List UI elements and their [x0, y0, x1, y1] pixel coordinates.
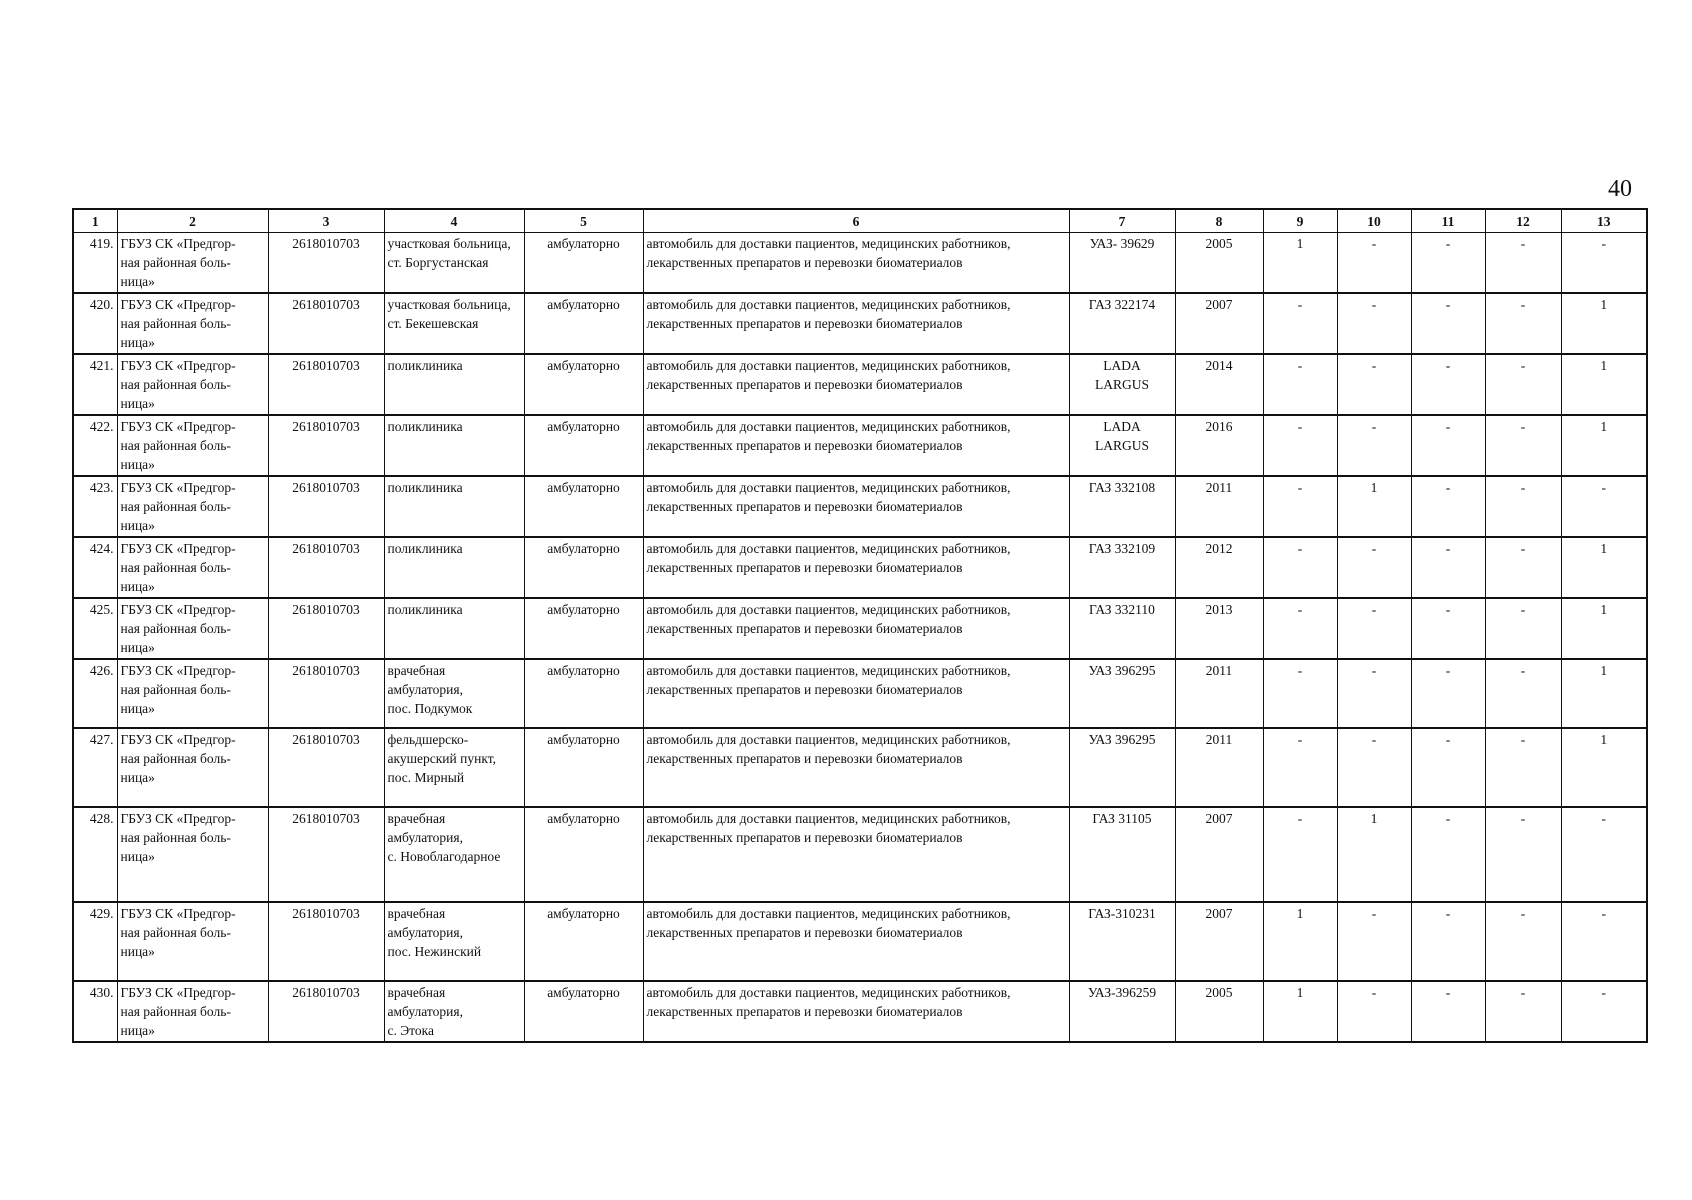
facility-unit-line: пос. Нежинский: [387, 944, 482, 959]
vehicle-model-cell: [1069, 728, 1175, 807]
quantity-cell: -: [1337, 293, 1411, 354]
vehicle-model-line: ГАЗ 31105: [1092, 811, 1152, 826]
organization-line: ная районная боль-: [120, 925, 231, 940]
row-number-cell: 422.: [73, 415, 117, 476]
quantity-cell: -: [1411, 659, 1485, 728]
vehicle-purpose-line: автомобиль для доставки пациентов, медицинских работников,: [646, 906, 1011, 921]
quantity-cell: -: [1337, 659, 1411, 728]
vehicle-model-line: LARGUS: [1094, 438, 1149, 453]
vehicle-purpose-line: лекарственных препаратов и перевозки биоматериалов: [646, 316, 963, 331]
quantity-cell: -: [1263, 354, 1337, 415]
quantity-cell: 1: [1561, 659, 1647, 728]
column-header: 9: [1263, 209, 1337, 233]
column-number-header-row: [73, 209, 1647, 233]
inn-cell: 2618010703: [268, 659, 384, 728]
quantity-cell: -: [1485, 476, 1561, 537]
organization-line: ная районная боль-: [120, 682, 231, 697]
vehicle-purpose-cell: [643, 659, 1069, 728]
organization-line: ная районная боль-: [120, 560, 231, 575]
organization-line: ница»: [120, 579, 155, 594]
organization-cell: [117, 728, 268, 807]
facility-unit-line: амбулатория,: [387, 1004, 463, 1019]
vehicle-purpose-cell: [643, 902, 1069, 981]
row-number-cell: 423.: [73, 476, 117, 537]
row-number-cell: 426.: [73, 659, 117, 728]
quantity-cell: -: [1411, 598, 1485, 659]
organization-line: ница»: [120, 396, 155, 411]
vehicle-model-cell: [1069, 981, 1175, 1042]
manufacture-year-cell: 2005: [1175, 981, 1263, 1042]
quantity-cell: -: [1561, 981, 1647, 1042]
organization-line: ная районная боль-: [120, 316, 231, 331]
organization-line: ница»: [120, 335, 155, 350]
quantity-cell: -: [1337, 415, 1411, 476]
vehicle-purpose-cell: [643, 728, 1069, 807]
column-header: 1: [73, 209, 117, 233]
organization-line: ГБУЗ СК «Предгор-: [120, 358, 236, 373]
vehicle-model-line: LARGUS: [1094, 377, 1149, 392]
organization-line: ница»: [120, 701, 155, 716]
organization-cell: [117, 659, 268, 728]
organization-line: ница»: [120, 518, 155, 533]
vehicle-model-cell: [1069, 659, 1175, 728]
facility-unit-cell: [384, 293, 524, 354]
facility-unit-line: участковая больница,: [387, 236, 511, 251]
table-row: [73, 476, 1647, 537]
quantity-cell: -: [1485, 354, 1561, 415]
organization-cell: [117, 981, 268, 1042]
care-mode-cell: амбулаторно: [524, 902, 643, 981]
care-mode-cell: амбулаторно: [524, 659, 643, 728]
quantity-cell: -: [1337, 902, 1411, 981]
vehicle-model-line: УАЗ 396295: [1088, 663, 1156, 678]
facility-unit-line: пос. Подкумок: [387, 701, 473, 716]
facility-unit-line: поликлиника: [387, 541, 463, 556]
facility-unit-cell: [384, 233, 524, 294]
vehicle-purpose-cell: [643, 354, 1069, 415]
care-mode-cell: амбулаторно: [524, 233, 643, 294]
care-mode-cell: амбулаторно: [524, 807, 643, 902]
organization-line: ная районная боль-: [120, 751, 231, 766]
inn-cell: 2618010703: [268, 233, 384, 294]
quantity-cell: -: [1411, 902, 1485, 981]
manufacture-year-cell: 2007: [1175, 293, 1263, 354]
inn-cell: 2618010703: [268, 293, 384, 354]
organization-line: ГБУЗ СК «Предгор-: [120, 602, 236, 617]
quantity-cell: -: [1263, 415, 1337, 476]
vehicle-purpose-cell: [643, 233, 1069, 294]
manufacture-year-cell: 2007: [1175, 807, 1263, 902]
table-row: [73, 233, 1647, 294]
vehicle-model-line: ГАЗ 322174: [1088, 297, 1156, 312]
vehicle-purpose-line: автомобиль для доставки пациентов, медицинских работников,: [646, 663, 1011, 678]
vehicle-model-cell: [1069, 902, 1175, 981]
facility-unit-line: участковая больница,: [387, 297, 511, 312]
facility-unit-line: амбулатория,: [387, 830, 463, 845]
vehicle-purpose-line: автомобиль для доставки пациентов, медицинских работников,: [646, 236, 1011, 251]
facility-unit-line: ст. Боргустанская: [387, 255, 489, 270]
organization-line: ГБУЗ СК «Предгор-: [120, 297, 236, 312]
quantity-cell: -: [1485, 537, 1561, 598]
facility-unit-line: врачебная: [387, 906, 446, 921]
column-header: 3: [268, 209, 384, 233]
quantity-cell: -: [1561, 807, 1647, 902]
vehicle-model-cell: [1069, 476, 1175, 537]
organization-cell: [117, 233, 268, 294]
organization-line: ница»: [120, 1023, 155, 1038]
organization-line: ница»: [120, 770, 155, 785]
quantity-cell: -: [1411, 233, 1485, 294]
quantity-cell: -: [1485, 659, 1561, 728]
organization-cell: [117, 598, 268, 659]
page-number: 40: [1608, 176, 1632, 202]
quantity-cell: -: [1485, 293, 1561, 354]
row-number-cell: 419.: [73, 233, 117, 294]
vehicle-purpose-line: лекарственных препаратов и перевозки биоматериалов: [646, 377, 963, 392]
facility-unit-line: поликлиника: [387, 419, 463, 434]
quantity-cell: 1: [1561, 537, 1647, 598]
facility-unit-cell: [384, 728, 524, 807]
table-row: [73, 293, 1647, 354]
vehicle-model-cell: [1069, 293, 1175, 354]
quantity-cell: -: [1337, 981, 1411, 1042]
manufacture-year-cell: 2011: [1175, 728, 1263, 807]
organization-line: ГБУЗ СК «Предгор-: [120, 811, 236, 826]
row-number-cell: 420.: [73, 293, 117, 354]
care-mode-cell: амбулаторно: [524, 981, 643, 1042]
vehicle-purpose-line: лекарственных препаратов и перевозки биоматериалов: [646, 255, 963, 270]
vehicle-model-line: УАЗ 396295: [1088, 732, 1156, 747]
quantity-cell: -: [1263, 537, 1337, 598]
column-header: 7: [1069, 209, 1175, 233]
column-header: 2: [117, 209, 268, 233]
vehicle-model-line: УАЗ- 39629: [1089, 236, 1155, 251]
organization-line: ная районная боль-: [120, 255, 231, 270]
vehicle-model-cell: [1069, 354, 1175, 415]
vehicle-purpose-cell: [643, 807, 1069, 902]
table-row: [73, 598, 1647, 659]
vehicle-purpose-line: лекарственных препаратов и перевозки биоматериалов: [646, 1004, 963, 1019]
row-number-cell: 429.: [73, 902, 117, 981]
quantity-cell: -: [1411, 537, 1485, 598]
inn-cell: 2618010703: [268, 728, 384, 807]
row-number-cell: 428.: [73, 807, 117, 902]
table-row: [73, 537, 1647, 598]
organization-line: ница»: [120, 457, 155, 472]
inn-cell: 2618010703: [268, 415, 384, 476]
organization-line: ница»: [120, 849, 155, 864]
vehicle-model-cell: [1069, 537, 1175, 598]
facility-unit-line: с. Этока: [387, 1023, 434, 1038]
vehicle-registry-table: [72, 208, 1648, 1043]
organization-cell: [117, 415, 268, 476]
vehicle-purpose-line: автомобиль для доставки пациентов, медицинских работников,: [646, 358, 1011, 373]
manufacture-year-cell: 2012: [1175, 537, 1263, 598]
quantity-cell: -: [1485, 415, 1561, 476]
care-mode-cell: амбулаторно: [524, 415, 643, 476]
vehicle-purpose-line: автомобиль для доставки пациентов, медицинских работников,: [646, 811, 1011, 826]
quantity-cell: -: [1485, 807, 1561, 902]
vehicle-purpose-cell: [643, 981, 1069, 1042]
quantity-cell: -: [1485, 981, 1561, 1042]
organization-line: ная районная боль-: [120, 830, 231, 845]
organization-line: ГБУЗ СК «Предгор-: [120, 732, 236, 747]
table-row: [73, 728, 1647, 807]
quantity-cell: -: [1411, 807, 1485, 902]
organization-line: ная районная боль-: [120, 438, 231, 453]
column-header: 6: [643, 209, 1069, 233]
column-header: 10: [1337, 209, 1411, 233]
vehicle-model-line: ГАЗ 332110: [1089, 602, 1155, 617]
organization-line: ГБУЗ СК «Предгор-: [120, 541, 236, 556]
vehicle-purpose-line: автомобиль для доставки пациентов, медицинских работников,: [646, 297, 1011, 312]
inn-cell: 2618010703: [268, 354, 384, 415]
quantity-cell: 1: [1561, 354, 1647, 415]
quantity-cell: -: [1411, 476, 1485, 537]
inn-cell: 2618010703: [268, 598, 384, 659]
facility-unit-line: поликлиника: [387, 480, 463, 495]
table-row: [73, 981, 1647, 1042]
inn-cell: 2618010703: [268, 902, 384, 981]
column-header: 5: [524, 209, 643, 233]
quantity-cell: -: [1411, 293, 1485, 354]
quantity-cell: -: [1263, 659, 1337, 728]
quantity-cell: -: [1485, 598, 1561, 659]
quantity-cell: 1: [1337, 807, 1411, 902]
quantity-cell: -: [1263, 476, 1337, 537]
facility-unit-cell: [384, 476, 524, 537]
vehicle-purpose-line: лекарственных препаратов и перевозки биоматериалов: [646, 438, 963, 453]
organization-line: ница»: [120, 944, 155, 959]
inn-cell: 2618010703: [268, 537, 384, 598]
column-header: 13: [1561, 209, 1647, 233]
care-mode-cell: амбулаторно: [524, 728, 643, 807]
vehicle-purpose-line: автомобиль для доставки пациентов, медицинских работников,: [646, 602, 1011, 617]
vehicle-purpose-cell: [643, 415, 1069, 476]
organization-cell: [117, 476, 268, 537]
care-mode-cell: амбулаторно: [524, 598, 643, 659]
row-number-cell: 430.: [73, 981, 117, 1042]
organization-cell: [117, 902, 268, 981]
facility-unit-cell: [384, 981, 524, 1042]
quantity-cell: -: [1561, 902, 1647, 981]
vehicle-purpose-line: лекарственных препаратов и перевозки биоматериалов: [646, 621, 963, 636]
facility-unit-line: пос. Мирный: [387, 770, 465, 785]
organization-line: ГБУЗ СК «Предгор-: [120, 236, 236, 251]
facility-unit-cell: [384, 659, 524, 728]
registry-body: [73, 233, 1647, 1043]
vehicle-purpose-cell: [643, 537, 1069, 598]
vehicle-purpose-cell: [643, 476, 1069, 537]
row-number-cell: 421.: [73, 354, 117, 415]
vehicle-purpose-line: лекарственных препаратов и перевозки биоматериалов: [646, 751, 963, 766]
vehicle-purpose-line: автомобиль для доставки пациентов, медицинских работников,: [646, 480, 1011, 495]
column-header: 8: [1175, 209, 1263, 233]
table-row: [73, 807, 1647, 902]
quantity-cell: -: [1485, 728, 1561, 807]
vehicle-purpose-line: лекарственных препаратов и перевозки биоматериалов: [646, 682, 963, 697]
care-mode-cell: амбулаторно: [524, 293, 643, 354]
facility-unit-cell: [384, 537, 524, 598]
vehicle-model-line: LADA: [1103, 419, 1141, 434]
vehicle-purpose-line: лекарственных препаратов и перевозки биоматериалов: [646, 830, 963, 845]
organization-line: ная районная боль-: [120, 499, 231, 514]
facility-unit-cell: [384, 354, 524, 415]
manufacture-year-cell: 2005: [1175, 233, 1263, 294]
quantity-cell: -: [1263, 807, 1337, 902]
vehicle-purpose-line: автомобиль для доставки пациентов, медицинских работников,: [646, 985, 1011, 1000]
column-header: 11: [1411, 209, 1485, 233]
quantity-cell: -: [1337, 233, 1411, 294]
vehicle-model-line: ГАЗ 332109: [1088, 541, 1156, 556]
care-mode-cell: амбулаторно: [524, 476, 643, 537]
column-header: 4: [384, 209, 524, 233]
vehicle-purpose-line: автомобиль для доставки пациентов, медицинских работников,: [646, 419, 1011, 434]
organization-line: ГБУЗ СК «Предгор-: [120, 663, 236, 678]
facility-unit-line: врачебная: [387, 811, 446, 826]
table-row: [73, 659, 1647, 728]
vehicle-purpose-cell: [643, 293, 1069, 354]
organization-line: ГБУЗ СК «Предгор-: [120, 985, 236, 1000]
quantity-cell: 1: [1561, 293, 1647, 354]
care-mode-cell: амбулаторно: [524, 537, 643, 598]
inn-cell: 2618010703: [268, 476, 384, 537]
facility-unit-line: поликлиника: [387, 602, 463, 617]
vehicle-model-line: ГАЗ 332108: [1088, 480, 1156, 495]
quantity-cell: 1: [1263, 981, 1337, 1042]
facility-unit-line: амбулатория,: [387, 925, 463, 940]
table-row: [73, 415, 1647, 476]
quantity-cell: -: [1411, 415, 1485, 476]
vehicle-model-cell: [1069, 415, 1175, 476]
vehicle-model-line: ГАЗ-310231: [1088, 906, 1156, 921]
care-mode-cell: амбулаторно: [524, 354, 643, 415]
vehicle-model-line: LADA: [1103, 358, 1141, 373]
manufacture-year-cell: 2011: [1175, 476, 1263, 537]
facility-unit-line: амбулатория,: [387, 682, 463, 697]
vehicle-purpose-cell: [643, 598, 1069, 659]
vehicle-purpose-line: лекарственных препаратов и перевозки биоматериалов: [646, 925, 963, 940]
facility-unit-line: врачебная: [387, 985, 446, 1000]
facility-unit-line: с. Новоблагодарное: [387, 849, 501, 864]
quantity-cell: -: [1411, 981, 1485, 1042]
vehicle-purpose-line: автомобиль для доставки пациентов, медицинских работников,: [646, 541, 1011, 556]
table-row: [73, 902, 1647, 981]
organization-line: ная районная боль-: [120, 377, 231, 392]
organization-line: ница»: [120, 640, 155, 655]
quantity-cell: -: [1337, 598, 1411, 659]
organization-cell: [117, 537, 268, 598]
organization-line: ница»: [120, 274, 155, 289]
row-number-cell: 427.: [73, 728, 117, 807]
vehicle-purpose-line: автомобиль для доставки пациентов, медицинских работников,: [646, 732, 1011, 747]
facility-unit-line: ст. Бекешевская: [387, 316, 479, 331]
manufacture-year-cell: 2014: [1175, 354, 1263, 415]
manufacture-year-cell: 2011: [1175, 659, 1263, 728]
facility-unit-line: поликлиника: [387, 358, 463, 373]
quantity-cell: -: [1337, 728, 1411, 807]
organization-line: ная районная боль-: [120, 621, 231, 636]
vehicle-purpose-line: лекарственных препаратов и перевозки биоматериалов: [646, 499, 963, 514]
inn-cell: 2618010703: [268, 807, 384, 902]
vehicle-model-line: УАЗ-396259: [1087, 985, 1157, 1000]
quantity-cell: -: [1263, 293, 1337, 354]
quantity-cell: -: [1411, 354, 1485, 415]
manufacture-year-cell: 2013: [1175, 598, 1263, 659]
inn-cell: 2618010703: [268, 981, 384, 1042]
facility-unit-cell: [384, 807, 524, 902]
quantity-cell: 1: [1561, 728, 1647, 807]
quantity-cell: -: [1411, 728, 1485, 807]
facility-unit-line: врачебная: [387, 663, 446, 678]
organization-line: ная районная боль-: [120, 1004, 231, 1019]
facility-unit-cell: [384, 598, 524, 659]
quantity-cell: 1: [1561, 598, 1647, 659]
quantity-cell: -: [1561, 233, 1647, 294]
quantity-cell: 1: [1263, 233, 1337, 294]
vehicle-model-cell: [1069, 233, 1175, 294]
organization-line: ГБУЗ СК «Предгор-: [120, 480, 236, 495]
quantity-cell: 1: [1337, 476, 1411, 537]
row-number-cell: 424.: [73, 537, 117, 598]
quantity-cell: 1: [1561, 415, 1647, 476]
facility-unit-line: фельдшерско-: [387, 732, 469, 747]
manufacture-year-cell: 2007: [1175, 902, 1263, 981]
quantity-cell: -: [1485, 233, 1561, 294]
quantity-cell: -: [1263, 598, 1337, 659]
quantity-cell: -: [1337, 354, 1411, 415]
table-row: [73, 354, 1647, 415]
manufacture-year-cell: 2016: [1175, 415, 1263, 476]
facility-unit-line: акушерский пункт,: [387, 751, 496, 766]
quantity-cell: -: [1337, 537, 1411, 598]
organization-line: ГБУЗ СК «Предгор-: [120, 419, 236, 434]
quantity-cell: -: [1561, 476, 1647, 537]
organization-line: ГБУЗ СК «Предгор-: [120, 906, 236, 921]
quantity-cell: -: [1485, 902, 1561, 981]
organization-cell: [117, 293, 268, 354]
quantity-cell: -: [1263, 728, 1337, 807]
column-header: 12: [1485, 209, 1561, 233]
organization-cell: [117, 354, 268, 415]
facility-unit-cell: [384, 415, 524, 476]
vehicle-purpose-line: лекарственных препаратов и перевозки биоматериалов: [646, 560, 963, 575]
row-number-cell: 425.: [73, 598, 117, 659]
quantity-cell: 1: [1263, 902, 1337, 981]
vehicle-model-cell: [1069, 598, 1175, 659]
organization-cell: [117, 807, 268, 902]
vehicle-model-cell: [1069, 807, 1175, 902]
facility-unit-cell: [384, 902, 524, 981]
